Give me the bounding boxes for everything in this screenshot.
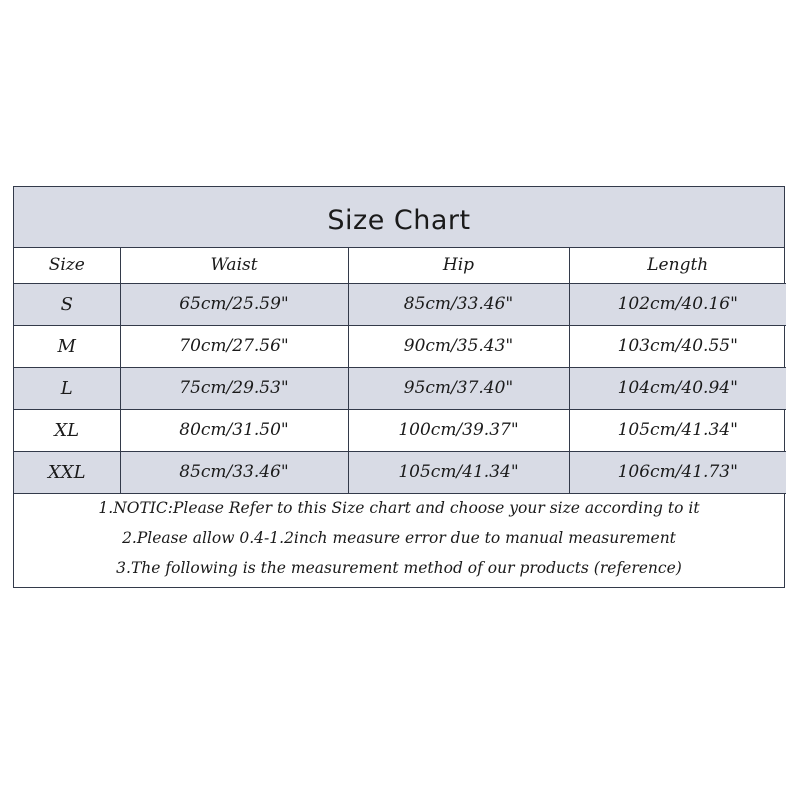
table-row <box>14 283 786 325</box>
length-cell: 106cm/41.73" <box>569 451 786 493</box>
header-hip: Hip <box>348 248 569 283</box>
size-chart <box>13 186 785 588</box>
waist-cell: 70cm/27.56" <box>120 325 348 367</box>
notes-section <box>14 493 784 583</box>
table-row <box>14 409 786 451</box>
chart-title: Size Chart <box>327 204 471 236</box>
table-row <box>14 367 786 409</box>
title-band <box>14 187 784 248</box>
note-2: 2.Please allow 0.4-1.2inch measure error due to manual measurement <box>122 529 676 547</box>
waist-cell: 65cm/25.59" <box>120 283 348 325</box>
note-1: 1.NOTIC:Please Refer to this Size chart and choose your size according to it <box>98 499 700 517</box>
waist-cell: 75cm/29.53" <box>120 367 348 409</box>
size-cell: S <box>14 283 120 325</box>
length-cell: 103cm/40.55" <box>569 325 786 367</box>
hip-cell: 105cm/41.34" <box>348 451 569 493</box>
length-cell: 102cm/40.16" <box>569 283 786 325</box>
header-row <box>14 248 786 283</box>
waist-cell: 85cm/33.46" <box>120 451 348 493</box>
length-cell: 105cm/41.34" <box>569 409 786 451</box>
header-length: Length <box>569 248 786 283</box>
table-row <box>14 325 786 367</box>
length-cell: 104cm/40.94" <box>569 367 786 409</box>
table-row <box>14 451 786 493</box>
hip-cell: 85cm/33.46" <box>348 283 569 325</box>
size-cell: M <box>14 325 120 367</box>
size-cell: XL <box>14 409 120 451</box>
header-size: Size <box>14 248 120 283</box>
hip-cell: 95cm/37.40" <box>348 367 569 409</box>
hip-cell: 100cm/39.37" <box>348 409 569 451</box>
size-cell: XXL <box>14 451 120 493</box>
header-waist: Waist <box>120 248 348 283</box>
size-table <box>14 248 786 494</box>
hip-cell: 90cm/35.43" <box>348 325 569 367</box>
note-3: 3.The following is the measurement method of our products (reference) <box>116 559 682 577</box>
waist-cell: 80cm/31.50" <box>120 409 348 451</box>
size-cell: L <box>14 367 120 409</box>
